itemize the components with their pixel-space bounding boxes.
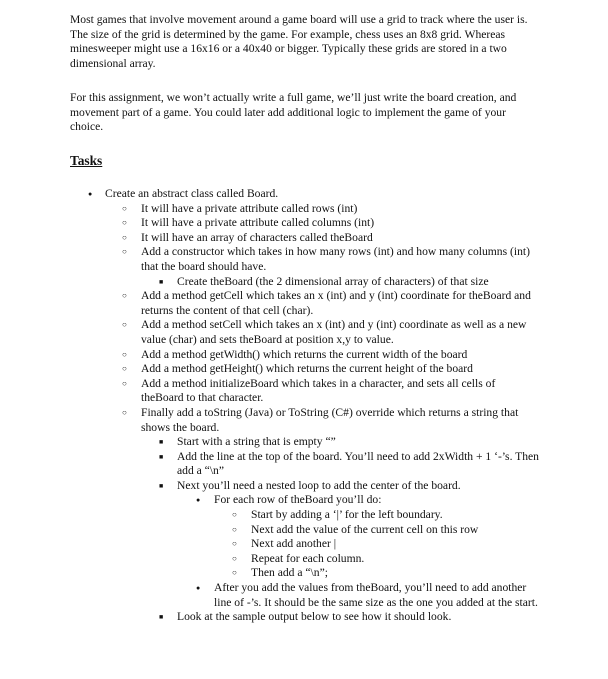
list-item-text: Next add another | — [251, 537, 337, 551]
list-item — [214, 523, 540, 538]
list-item-text: Add a method getWidth() which returns the current width of the board — [141, 347, 468, 361]
list-item-text: Add the line at the top of the board. You’ll need to add 2xWidth + 1 ‘-’s. Then add a “\n” — [177, 449, 539, 478]
list-item — [141, 450, 540, 479]
list-item — [70, 187, 540, 625]
board-requirements-list — [105, 202, 540, 625]
tostring-sublist — [141, 435, 540, 625]
list-item — [105, 231, 540, 246]
constructor-sublist — [141, 275, 540, 290]
row-steps-list — [214, 508, 540, 581]
list-item — [105, 202, 540, 217]
list-item — [177, 493, 540, 581]
nested-loop-list — [177, 493, 540, 610]
list-item — [177, 581, 540, 610]
list-item-text: Repeat for each column. — [251, 551, 365, 565]
list-item-text: For each row of theBoard you’ll do: — [214, 493, 382, 507]
list-item — [141, 479, 540, 610]
list-item — [105, 289, 540, 318]
list-item-text: Add a method getHeight() which returns the current height of the board — [141, 362, 473, 376]
list-item — [214, 552, 540, 567]
tasks-list — [70, 187, 540, 625]
list-item-text: Add a constructor which takes in how many rows (int) and how many columns (int) that the board should have. — [141, 245, 530, 273]
list-item — [141, 275, 540, 290]
list-item — [105, 245, 540, 289]
list-item — [105, 216, 540, 231]
intro-paragraph-2: For this assignment, we won’t actually write a full game, we’ll just write the board creation, and movement part of a game. You could later add additional logic to implement the game of your choice. — [70, 91, 517, 134]
list-item-text: Start with a string that is empty “” — [177, 435, 336, 449]
list-item-text: Add a method getCell which takes an x (int) and y (int) coordinate for theBoard and returns the content of that cell (char). — [141, 289, 531, 317]
list-item — [105, 377, 540, 406]
main-task-text: Create an abstract class called Board. — [105, 187, 279, 200]
list-item — [214, 537, 540, 552]
list-item-text: Next add the value of the current cell on this row — [251, 522, 479, 536]
list-item — [105, 406, 540, 625]
list-item-text: After you add the values from theBoard, you’ll need to add another line of -’s. It should be the same size as the one you added at the start. — [214, 581, 538, 609]
list-item-text: Add a method initializeBoard which takes in a character, and sets all cells of theBoard to that character. — [141, 376, 496, 405]
list-item-text: Then add a “\n”; — [251, 566, 328, 580]
list-item-text: It will have an array of characters called theBoard — [141, 230, 373, 244]
list-item — [105, 362, 540, 377]
list-item — [141, 610, 540, 625]
list-item-text: Start by adding a ‘|’ for the left boundary. — [251, 508, 443, 522]
list-item-text: Create theBoard (the 2 dimensional array of characters) of that size — [177, 274, 489, 288]
list-item-text: Add a method setCell which takes an x (int) and y (int) coordinate as well as a new value (char) and sets theBoard at position x,y to value. — [141, 318, 527, 346]
tasks-heading: Tasks — [70, 153, 103, 168]
list-item — [141, 435, 540, 450]
intro-paragraph-1: Most games that involve movement around a game board will use a grid to track where the user is. The size of the grid is determined by the game. For example, chess uses an 8x8 grid. Whereas minesweeper might use a 16x16 or a 40x40 or bigger. Typically these grids are stored in a two dimensional array. — [70, 13, 528, 70]
list-item-text: Finally add a toString (Java) or ToString (C#) override which returns a string that shows the board. — [141, 405, 519, 434]
list-item-text: Look at the sample output below to see how it should look. — [177, 610, 452, 624]
list-item — [214, 508, 540, 523]
list-item — [214, 566, 540, 581]
list-item-text: Next you’ll need a nested loop to add the center of the board. — [177, 478, 461, 492]
list-item — [105, 318, 540, 347]
list-item-text: It will have a private attribute called columns (int) — [141, 216, 375, 230]
list-item-text: It will have a private attribute called rows (int) — [141, 201, 358, 215]
list-item — [105, 348, 540, 363]
